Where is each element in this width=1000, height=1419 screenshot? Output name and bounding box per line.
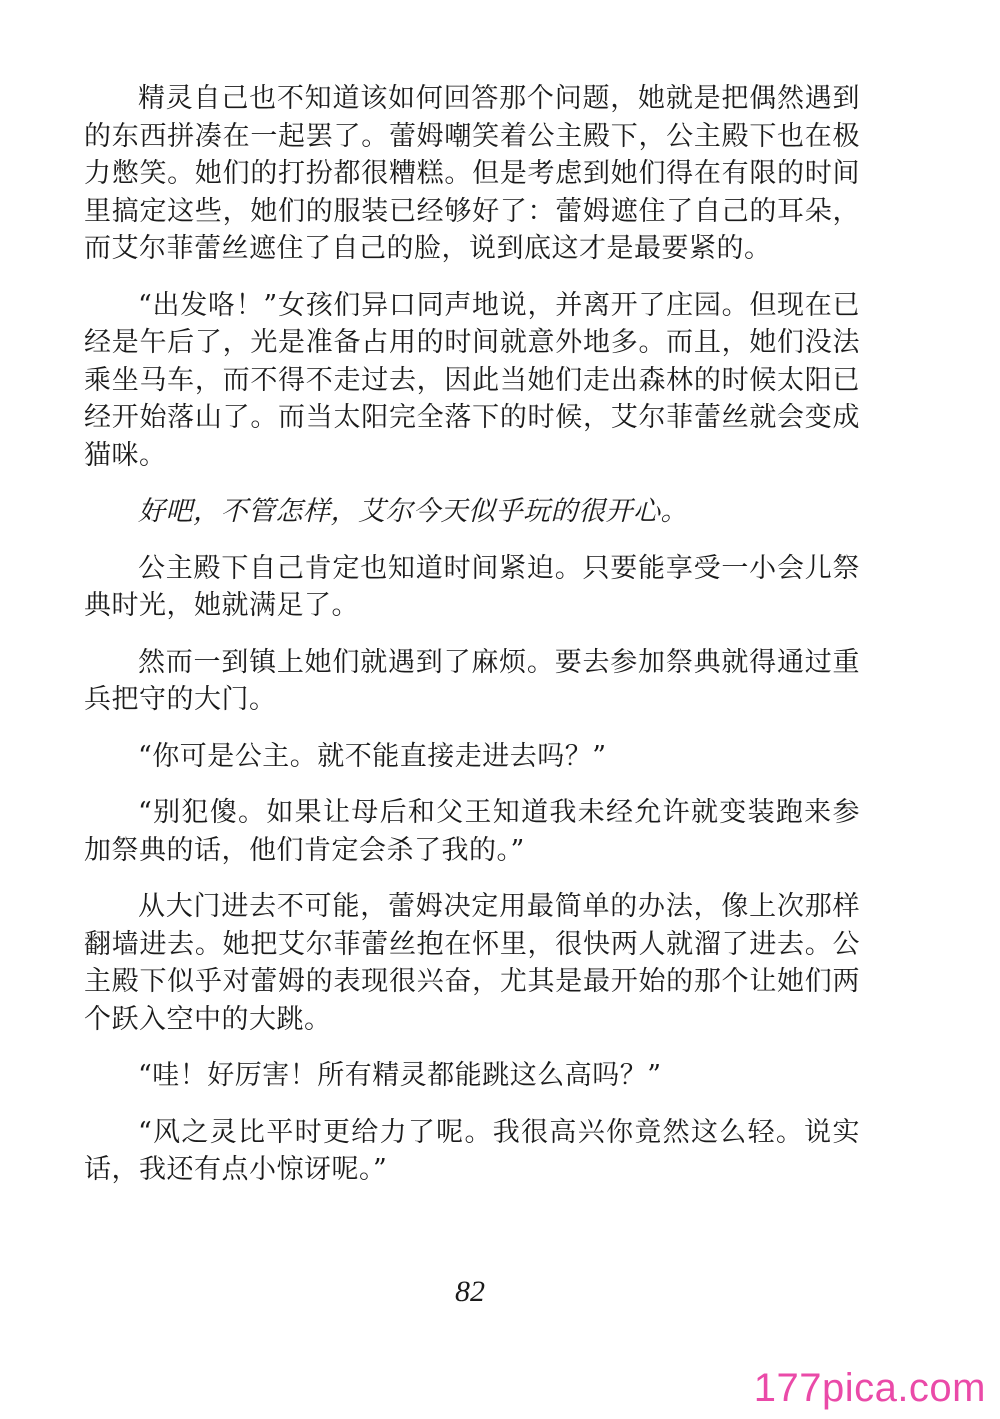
paragraph: “出发咯！”女孩们异口同声地说，并离开了庄园。但现在已经是午后了，光是准备占用的时间就意外地多。而且，她们没法乘坐马车，而不得不走过去，因此当她们走出森林的时候太阳已经开始落山了。而当太阳完全落下的时候，艾尔菲蕾丝就会变成猫咪。 [84, 289, 860, 471]
page-number: 82 [455, 1275, 485, 1308]
page-body [84, 80, 860, 1208]
paragraph: 然而一到镇上她们就遇到了麻烦。要去参加祭典就得通过重兵把守的大门。 [84, 646, 860, 715]
paragraph-dialogue: “哇！好厉害！所有精灵都能跳这么高吗？” [138, 1060, 662, 1091]
paragraph: 从大门进去不可能，蕾姆决定用最简单的办法，像上次那样翻墙进去。她把艾尔菲蕾丝抱在怀里，很快两人就溜了进去。公主殿下似乎对蕾姆的表现很兴奋，尤其是最开始的那个让她们两个跃入空中的大跳。 [84, 891, 860, 1035]
watermark: 177pica.com [753, 1366, 986, 1410]
paragraph-dialogue: “你可是公主。就不能直接走进去吗？” [138, 740, 607, 772]
paragraph-italic-thought: 好吧，不管怎样，艾尔今天似乎玩的很开心。 [138, 496, 688, 527]
paragraph-dialogue: “风之灵比平时更给力了呢。我很高兴你竟然这么轻。说实话，我还有点小惊讶呢。” [84, 1116, 860, 1185]
paragraph: 精灵自己也不知道该如何回答那个问题，她就是把偶然遇到的东西拼凑在一起罢了。蕾姆嘲笑着公主殿下，公主殿下也在极力憋笑。她们的打扮都很糟糕。但是考虑到她们得在有限的时间里搞定这些，她们的服装已经够好了：蕾姆遮住了自己的耳朵，而艾尔菲蕾丝遮住了自己的脸，说到底这才是最要紧的。 [84, 83, 860, 264]
paragraph: 公主殿下自己肯定也知道时间紧迫。只要能享受一小会儿祭典时光，她就满足了。 [84, 552, 860, 621]
paragraph-dialogue: “别犯傻。如果让母后和父王知道我未经允许就变装跑来参加祭典的话，他们肯定会杀了我的。” [84, 797, 860, 866]
